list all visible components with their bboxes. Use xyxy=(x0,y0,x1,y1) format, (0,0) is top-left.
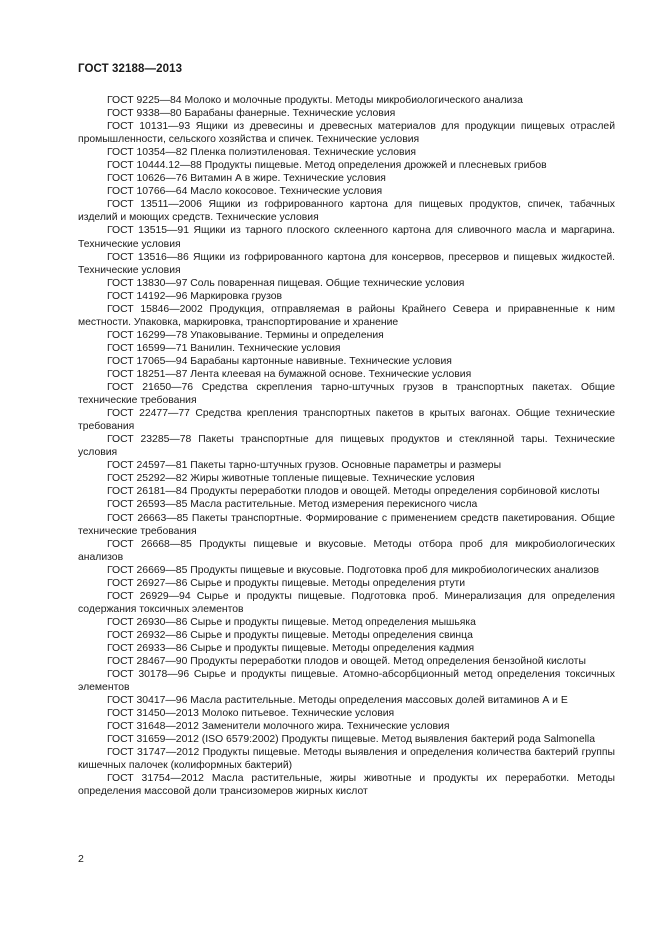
reference-item xyxy=(78,772,615,798)
reference-title: Ящики из древесины и древесных материалов для продукции пищевых отраслей промышленности, сельского хозяйства и спичек. Технические условия xyxy=(78,121,616,146)
reference-title: Лента клеевая на бумажной основе. Технические условия xyxy=(190,368,472,380)
reference-code: ГОСТ 10766—64 xyxy=(107,186,188,198)
reference-item xyxy=(78,159,615,172)
reference-item xyxy=(78,185,615,198)
reference-title: Витамин А в жире. Технические условия xyxy=(190,173,386,185)
reference-code: ГОСТ 31450—2013 xyxy=(107,708,199,720)
reference-code: ГОСТ 17065—94 xyxy=(107,355,188,367)
reference-title: Заменители молочного жира. Технические условия xyxy=(201,721,450,733)
reference-item xyxy=(78,707,615,720)
reference-title: Молоко и молочные продукты. Методы микробиологического анализа xyxy=(184,95,523,106)
reference-code: ГОСТ 16599—71 xyxy=(107,342,188,354)
reference-title: Барабаны фанерные. Технические условия xyxy=(184,108,396,120)
reference-title: Барабаны картонные навивные. Технические условия xyxy=(190,355,452,367)
reference-title: Пакеты транспортные для пищевых продуктов и стеклянной тары. Технические условия xyxy=(78,434,616,459)
reference-item xyxy=(78,498,615,511)
reference-code: ГОСТ 26669—85 xyxy=(107,564,188,576)
reference-title: Сырье и продукты пищевые. Метод определения мышьяка xyxy=(190,616,476,628)
reference-code: ГОСТ 30178—96 xyxy=(107,669,190,681)
reference-title: Продукты пищевые. Метод определения дрожжей и плесневых грибов xyxy=(204,160,547,172)
reference-item xyxy=(78,329,615,342)
reference-title: Ванилин. Технические условия xyxy=(190,342,341,354)
reference-code: ГОСТ 31747—2012 xyxy=(107,747,200,759)
reference-code: ГОСТ 31754—2012 xyxy=(107,773,204,785)
document-header: ГОСТ 32188—2013 xyxy=(78,63,183,75)
reference-item xyxy=(78,224,615,250)
normative-references-list xyxy=(78,94,615,799)
reference-title: Упаковывание. Термины и определения xyxy=(190,329,384,341)
reference-item xyxy=(78,94,615,107)
reference-title: Масло кокосовое. Технические условия xyxy=(190,186,383,198)
reference-code: ГОСТ 22477—77 xyxy=(107,408,190,420)
reference-item xyxy=(78,720,615,733)
reference-title: Средства крепления транспортных пакетов в крытых вагонах. Общие технические требования xyxy=(78,408,615,433)
reference-code: ГОСТ 15846—2002 xyxy=(107,303,203,315)
reference-title: Масла растительные, жиры животные и продукты их переработки. Методы определения массовой доли трансизомеров жирных кислот xyxy=(78,773,616,798)
reference-item xyxy=(78,538,615,564)
reference-code: ГОСТ 26930—86 xyxy=(107,616,188,628)
reference-title: Средства скрепления тарно-штучных грузов в транспортных пакетах. Общие технические требования xyxy=(78,382,616,407)
reference-item xyxy=(78,381,615,407)
reference-code: ГОСТ 14192—96 xyxy=(107,290,188,302)
reference-title: Пленка полиэтиленовая. Технические условия xyxy=(190,147,416,159)
reference-item xyxy=(78,485,615,498)
reference-title: Маркировка грузов xyxy=(190,290,283,302)
reference-title: Молоко питьевое. Технические условия xyxy=(201,708,395,720)
reference-code: ГОСТ 13511—2006 xyxy=(107,199,202,211)
reference-title: Сырье и продукты пищевые. Подготовка проб. Минерализация для определения содержания токсичных элементов xyxy=(78,590,615,615)
reference-code: ГОСТ 9225—84 xyxy=(107,95,182,106)
reference-code: ГОСТ 26932—86 xyxy=(107,629,188,641)
reference-code: ГОСТ 26593—85 xyxy=(107,499,188,511)
reference-item xyxy=(78,120,615,146)
reference-item xyxy=(78,342,615,355)
reference-item xyxy=(78,355,615,368)
reference-item xyxy=(78,746,615,772)
reference-title: Масла растительные. Метод измерения перекисного числа xyxy=(190,499,478,511)
reference-item xyxy=(78,564,615,577)
reference-item xyxy=(78,198,615,224)
reference-title: Пакеты тарно-штучных грузов. Основные параметры и размеры xyxy=(190,460,502,472)
reference-title: Масла растительные. Методы определения массовых долей витаминов А и Е xyxy=(190,695,568,707)
reference-title: Сырье и продукты пищевые. Методы определения кадмия xyxy=(190,642,475,654)
reference-code: ГОСТ 30417—96 xyxy=(107,695,188,707)
reference-item xyxy=(78,407,615,433)
reference-title: Соль поваренная пищевая. Общие технические условия xyxy=(190,277,465,289)
reference-title: Ящики из гофрированного картона для пищевых продуктов, спичек, табачных изделий и моющих средств. Технические условия xyxy=(78,199,615,224)
page-number: 2 xyxy=(78,853,84,865)
reference-code: ГОСТ 31659—2012 (ISO 6579:2002) xyxy=(107,734,279,746)
reference-code: ГОСТ 28467—90 xyxy=(107,656,188,668)
reference-code: ГОСТ 26181—84 xyxy=(107,486,188,498)
reference-title: Сырье и продукты пищевые. Методы определения ртути xyxy=(190,577,466,589)
reference-code: ГОСТ 13830—97 xyxy=(107,277,188,289)
reference-title: Продукты пищевые. Методы выявления и определения количества бактерий группы кишечных палочек (колиформных бактерий) xyxy=(78,747,615,772)
reference-code: ГОСТ 24597—81 xyxy=(107,460,188,472)
reference-item xyxy=(78,668,615,694)
reference-code: ГОСТ 26668—85 xyxy=(107,538,192,550)
reference-item xyxy=(78,146,615,159)
reference-code: ГОСТ 10626—76 xyxy=(107,173,188,185)
reference-title: Ящики из тарного плоского склеенного картона для сливочного масла и маргарина. Технические условия xyxy=(78,225,615,250)
reference-title: Продукты пищевые. Метод выявления бактерий рода Salmonella xyxy=(281,734,595,746)
reference-code: ГОСТ 10131—93 xyxy=(107,121,191,133)
reference-code: ГОСТ 21650—76 xyxy=(107,382,194,394)
reference-item xyxy=(78,172,615,185)
reference-code: ГОСТ 16299—78 xyxy=(107,329,188,341)
reference-code: ГОСТ 23285—78 xyxy=(107,434,192,446)
reference-item xyxy=(78,251,615,277)
reference-item xyxy=(78,590,615,616)
reference-title: Пакеты транспортные. Формирование с применением средств пакетирования. Общие технические требования xyxy=(78,512,616,537)
reference-item xyxy=(78,368,615,381)
reference-code: ГОСТ 10354—82 xyxy=(107,147,188,159)
reference-code: ГОСТ 26927—86 xyxy=(107,577,188,589)
reference-item xyxy=(78,655,615,668)
reference-code: ГОСТ 13516—86 xyxy=(107,251,189,263)
reference-code: ГОСТ 9338—80 xyxy=(107,108,182,120)
reference-title: Продукты пищевые и вкусовые. Методы отбора проб для микробиологических анализов xyxy=(78,538,616,563)
reference-item xyxy=(78,303,615,329)
reference-item xyxy=(78,512,615,538)
reference-item xyxy=(78,472,615,485)
reference-code: ГОСТ 13515—91 xyxy=(107,225,189,237)
reference-item xyxy=(78,433,615,459)
reference-title: Сырье и продукты пищевые. Методы определения свинца xyxy=(190,629,473,641)
reference-title: Продукты пищевые и вкусовые. Подготовка проб для микробиологических анализов xyxy=(190,564,600,576)
reference-item xyxy=(78,642,615,655)
reference-code: ГОСТ 26933—86 xyxy=(107,642,188,654)
reference-code: ГОСТ 25292—82 xyxy=(107,473,188,485)
reference-item xyxy=(78,616,615,629)
reference-code: ГОСТ 26663—85 xyxy=(107,512,189,524)
reference-code: ГОСТ 18251—87 xyxy=(107,368,188,380)
reference-title: Продукты переработки плодов и овощей. Метод определения бензойной кислоты xyxy=(190,656,586,668)
reference-title: Жиры животные топленые пищевые. Технические условия xyxy=(190,473,475,485)
reference-item xyxy=(78,277,615,290)
reference-title: Продукты переработки плодов и овощей. Методы определения сорбиновой кислоты xyxy=(190,486,600,498)
reference-title: Продукция, отправляемая в районы Крайнего Севера и приравненные к ним местности. Упаковка, маркировка, транспортирование и хранение xyxy=(78,303,615,328)
reference-code: ГОСТ 26929—94 xyxy=(107,590,191,602)
reference-item xyxy=(78,733,615,746)
reference-item xyxy=(78,577,615,590)
reference-item xyxy=(78,459,615,472)
reference-item xyxy=(78,290,615,303)
reference-title: Сырье и продукты пищевые. Атомно-абсорбционный метод определения токсичных элементов xyxy=(78,669,615,694)
reference-item xyxy=(78,107,615,120)
reference-code: ГОСТ 31648—2012 xyxy=(107,721,199,733)
reference-code: ГОСТ 10444.12—88 xyxy=(107,160,202,172)
reference-item xyxy=(78,694,615,707)
reference-title: Ящики из гофрированного картона для консервов, пресервов и пищевых жидкостей. Технические условия xyxy=(78,251,616,276)
reference-item xyxy=(78,629,615,642)
